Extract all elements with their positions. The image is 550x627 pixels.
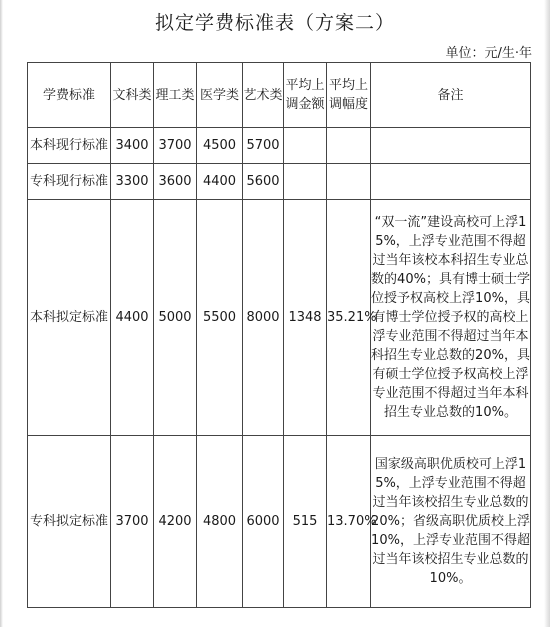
cell-avg-amount: 1348 (284, 200, 327, 436)
cell-avg-amount (284, 128, 327, 164)
cell-liberal: 3300 (111, 164, 154, 200)
cell-medical: 4800 (197, 436, 243, 608)
cell-liberal: 3700 (111, 436, 154, 608)
cell-remark (371, 164, 531, 200)
cell-science: 4200 (154, 436, 197, 608)
cell-art: 5700 (243, 128, 284, 164)
table-row (28, 128, 531, 164)
cell-liberal: 3400 (111, 128, 154, 164)
cell-avg-amount (284, 164, 327, 200)
header-row (28, 63, 531, 128)
cell-avg-rate (327, 128, 371, 164)
col-header-liberal-arts: 文科类 (111, 63, 154, 128)
scan-shadow-left (0, 0, 3, 627)
cell-art: 8000 (243, 200, 284, 436)
cell-avg-rate: 13.70% (327, 436, 371, 608)
cell-art: 6000 (243, 436, 284, 608)
table-row (28, 200, 531, 436)
col-header-fee-standard: 学费标准 (28, 63, 111, 128)
row-label: 本科拟定标准 (28, 200, 111, 436)
cell-avg-rate (327, 164, 371, 200)
cell-avg-rate: 35.21% (327, 200, 371, 436)
cell-remark: 国家级高职优质校可上浮15%，上浮专业范围不得超过当年该校招生专业总数的20%；省级高职优质校上浮10%，上浮专业范围不得超过当年该校招生专业总数的10%。 (371, 436, 531, 608)
col-header-art: 艺术类 (243, 63, 284, 128)
col-header-science-engineering: 理工类 (154, 63, 197, 128)
col-header-avg-increase-rate: 平均上调幅度 (327, 63, 371, 128)
row-label: 本科现行标准 (28, 128, 111, 164)
cell-remark: “双一流”建设高校可上浮15%，上浮专业范围不得超过当年该校本科招生专业总数的40%；具有博士硕士学位授予权高校上浮10%，具有博士学位授予权的高校上浮专业范围不得超过当年本科招生专业总数的20%，具有硕士学位授予权高校上浮专业范围不得超过当年本科招生专业总数的10%。 (371, 200, 531, 436)
row-label: 专科拟定标准 (28, 436, 111, 608)
cell-science: 3700 (154, 128, 197, 164)
unit-label: 单位：元/生·年 (445, 46, 532, 61)
cell-science: 3600 (154, 164, 197, 200)
fee-table (27, 62, 531, 608)
cell-liberal: 4400 (111, 200, 154, 436)
col-header-remarks: 备注 (371, 63, 531, 128)
col-header-medical: 医学类 (197, 63, 243, 128)
table-row (28, 436, 531, 608)
cell-medical: 5500 (197, 200, 243, 436)
cell-medical: 4500 (197, 128, 243, 164)
row-label: 专科现行标准 (28, 164, 111, 200)
scan-shadow-right (544, 0, 550, 627)
cell-science: 5000 (154, 200, 197, 436)
cell-remark (371, 128, 531, 164)
page-title: 拟定学费标准表（方案二） (154, 12, 395, 34)
cell-avg-amount: 515 (284, 436, 327, 608)
cell-medical: 4400 (197, 164, 243, 200)
cell-art: 5600 (243, 164, 284, 200)
col-header-avg-increase-amount: 平均上调金额 (284, 63, 327, 128)
table-row (28, 164, 531, 200)
